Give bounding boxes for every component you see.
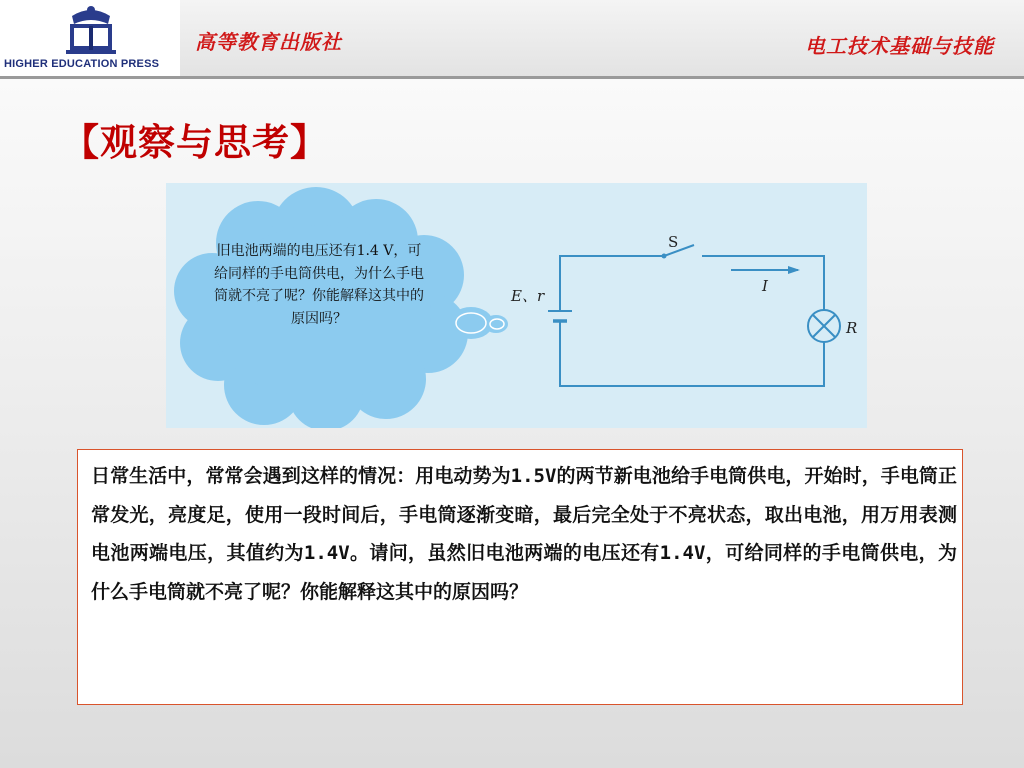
circuit-wires [548, 245, 840, 386]
question-textbox [77, 449, 963, 705]
question-paragraph: 日常生活中，常常会遇到这样的情况：用电动势为1.5V的两节新电池给手电筒供电，开始时，手电筒正常发光，亮度足，使用一段时间后，手电筒逐渐变暗，最后完全处于不亮状态，取出电池，用万用表测电池两端电压，其值约为1.4V。请问，虽然旧电池两端的电压还有1.4V，可给同样的手电筒供电，为什么手电筒就不亮了呢？你能解释这其中的原因吗？ [91, 465, 957, 603]
course-title: 电工技术基础与技能 [805, 34, 994, 58]
source-label: E、r [511, 287, 545, 305]
logo-text: HIGHER EDUCATION PRESS [4, 58, 160, 70]
book-emblem-icon [58, 2, 124, 56]
thought-bubble-text: 旧电池两端的电压还有1.4 V，可给同样的手电筒供电，为什么手电筒就不亮了呢？你能解释这其中的原因吗？ [214, 243, 424, 327]
resistor-label: R [846, 319, 858, 337]
slide-title: 【观察与思考】 [62, 121, 328, 164]
publisher-logo [0, 0, 180, 76]
current-label: I [762, 277, 768, 295]
slide-header [0, 0, 1024, 79]
switch-label: S [668, 233, 679, 251]
current-arrow-icon [788, 266, 800, 274]
publisher-name: 高等教育出版社 [195, 30, 342, 54]
